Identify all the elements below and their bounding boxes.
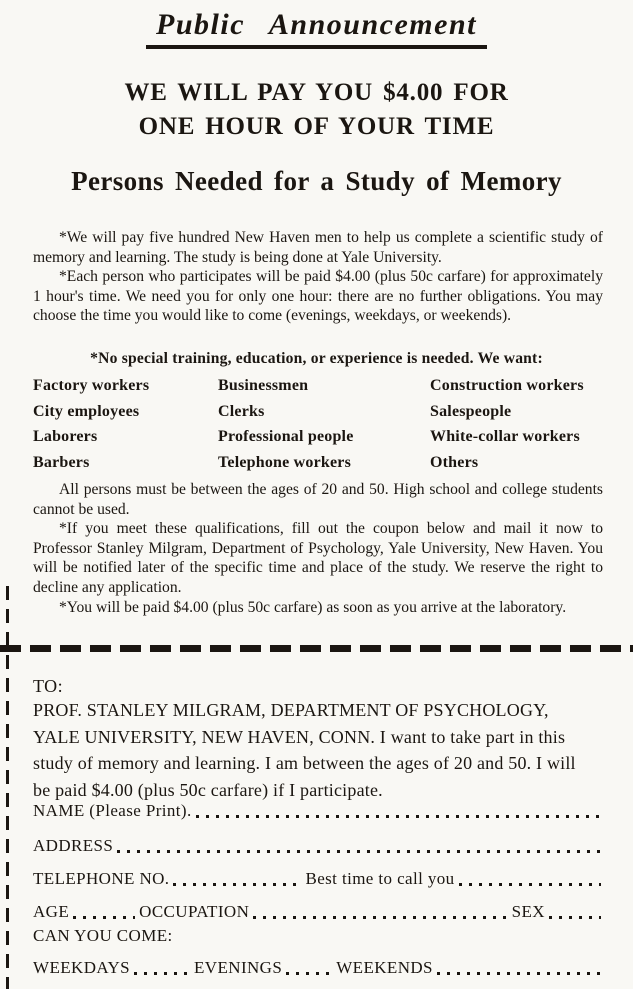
form-row-age-occupation-sex (33, 902, 605, 922)
address-field-label: ADDRESS (33, 836, 114, 855)
best-time-dotted-leader (459, 883, 601, 886)
form-row-can-you-come (33, 926, 605, 946)
weekends-dotted-leader (437, 972, 601, 975)
weekends-field-label: WEEKENDS (336, 958, 433, 977)
occupation-field-dotted-leader (253, 916, 507, 919)
paragraph-ages: All persons must be between the ages of 20 and 50. High school and college students cannot be used. (33, 481, 603, 518)
form-row-name (33, 801, 605, 821)
occupation-field-label: OCCUPATION (139, 902, 250, 921)
form-row-address (33, 836, 605, 856)
sex-field-dotted-leader (549, 916, 601, 919)
intro-paragraphs (33, 228, 603, 326)
occupation-item: Professional people (218, 428, 354, 445)
occupation-item: Clerks (218, 402, 265, 420)
occupation-list (33, 377, 603, 479)
paragraph-mail-coupon: *If you meet these qualifications, fill out the coupon below and mail it now to Professor Stanley Milgram, Department of Psychology, Yale University, New Haven. You will be notified later of the specific time and place of the study. We reserve the right to decline any application. (33, 520, 603, 596)
paragraph-pay-500-men: *We will pay five hundred New Haven men to help us complete a scientific study of memory and learning. The study is being done at Yale University. (33, 229, 603, 266)
qualification-paragraphs (33, 480, 603, 617)
name-field-label: NAME (Please Print). (33, 801, 192, 820)
weekdays-dotted-leader (134, 972, 190, 975)
evenings-dotted-leader (286, 972, 332, 975)
occupation-item: Construction workers (430, 377, 584, 394)
occupation-item: Laborers (33, 428, 98, 445)
study-subheading: Persons Needed for a Study of Memory (71, 166, 562, 196)
sex-field-label: SEX (511, 902, 545, 921)
occupation-item: White-collar workers (430, 428, 580, 445)
best-time-label: Best time to call you (305, 869, 455, 888)
form-row-availability (33, 958, 605, 978)
vertical-cut-dashed-line (6, 586, 9, 989)
occupation-item: Others (430, 453, 479, 471)
age-field-dotted-leader (73, 916, 135, 919)
weekdays-field-label: WEEKDAYS (33, 958, 131, 977)
coupon-to-label: TO: (33, 676, 64, 696)
horizontal-cut-dashed-line (0, 645, 633, 652)
evenings-field-label: EVENINGS (194, 958, 283, 977)
form-row-telephone (33, 869, 605, 889)
pay-headline-line2: ONE HOUR OF YOUR TIME (138, 113, 495, 140)
occupation-item: Factory workers (33, 377, 150, 394)
occupation-item: Barbers (33, 453, 90, 471)
pay-headline-line1: WE WILL PAY YOU $4.00 FOR (124, 79, 509, 106)
pay-headline (0, 76, 633, 144)
no-training-line: *No special training, education, or experience is needed. We want: (90, 350, 543, 367)
coupon-address-text: PROF. STANLEY MILGRAM, DEPARTMENT OF PSYCHOLOGY, YALE UNIVERSITY, NEW HAVEN, CONN. I want to take part in this study of memory and learning. I am between the ages of 20 and 50. I will be paid $4.00 (plus 50c carfare) if I participate. (33, 700, 576, 800)
age-field-label: AGE (33, 902, 70, 921)
occupation-item: Businessmen (218, 377, 309, 394)
occupation-item: Telephone workers (218, 453, 352, 471)
telephone-field-label: TELEPHONE NO. (33, 869, 170, 888)
address-field-dotted-leader (117, 850, 601, 853)
page-title-wrap (0, 8, 633, 49)
paragraph-each-person: *Each person who participates will be paid $4.00 (plus 50c carfare) for approximately 1 hour's time. We need you for only one hour: there are no further obligations. You may choose the time you would like to come (evenings, weekdays, or weekends). (33, 268, 603, 325)
name-field-dotted-leader (196, 815, 601, 818)
telephone-field-dotted-leader (173, 883, 301, 886)
can-you-come-label: CAN YOU COME: (33, 926, 173, 945)
paragraph-paid-on-arrival: *You will be paid $4.00 (plus 50c carfare) as soon as you arrive at the laboratory. (59, 598, 567, 616)
occupation-item: Salespeople (430, 402, 512, 420)
page-title: Public Announcement (146, 8, 487, 49)
occupation-item: City employees (33, 402, 140, 420)
